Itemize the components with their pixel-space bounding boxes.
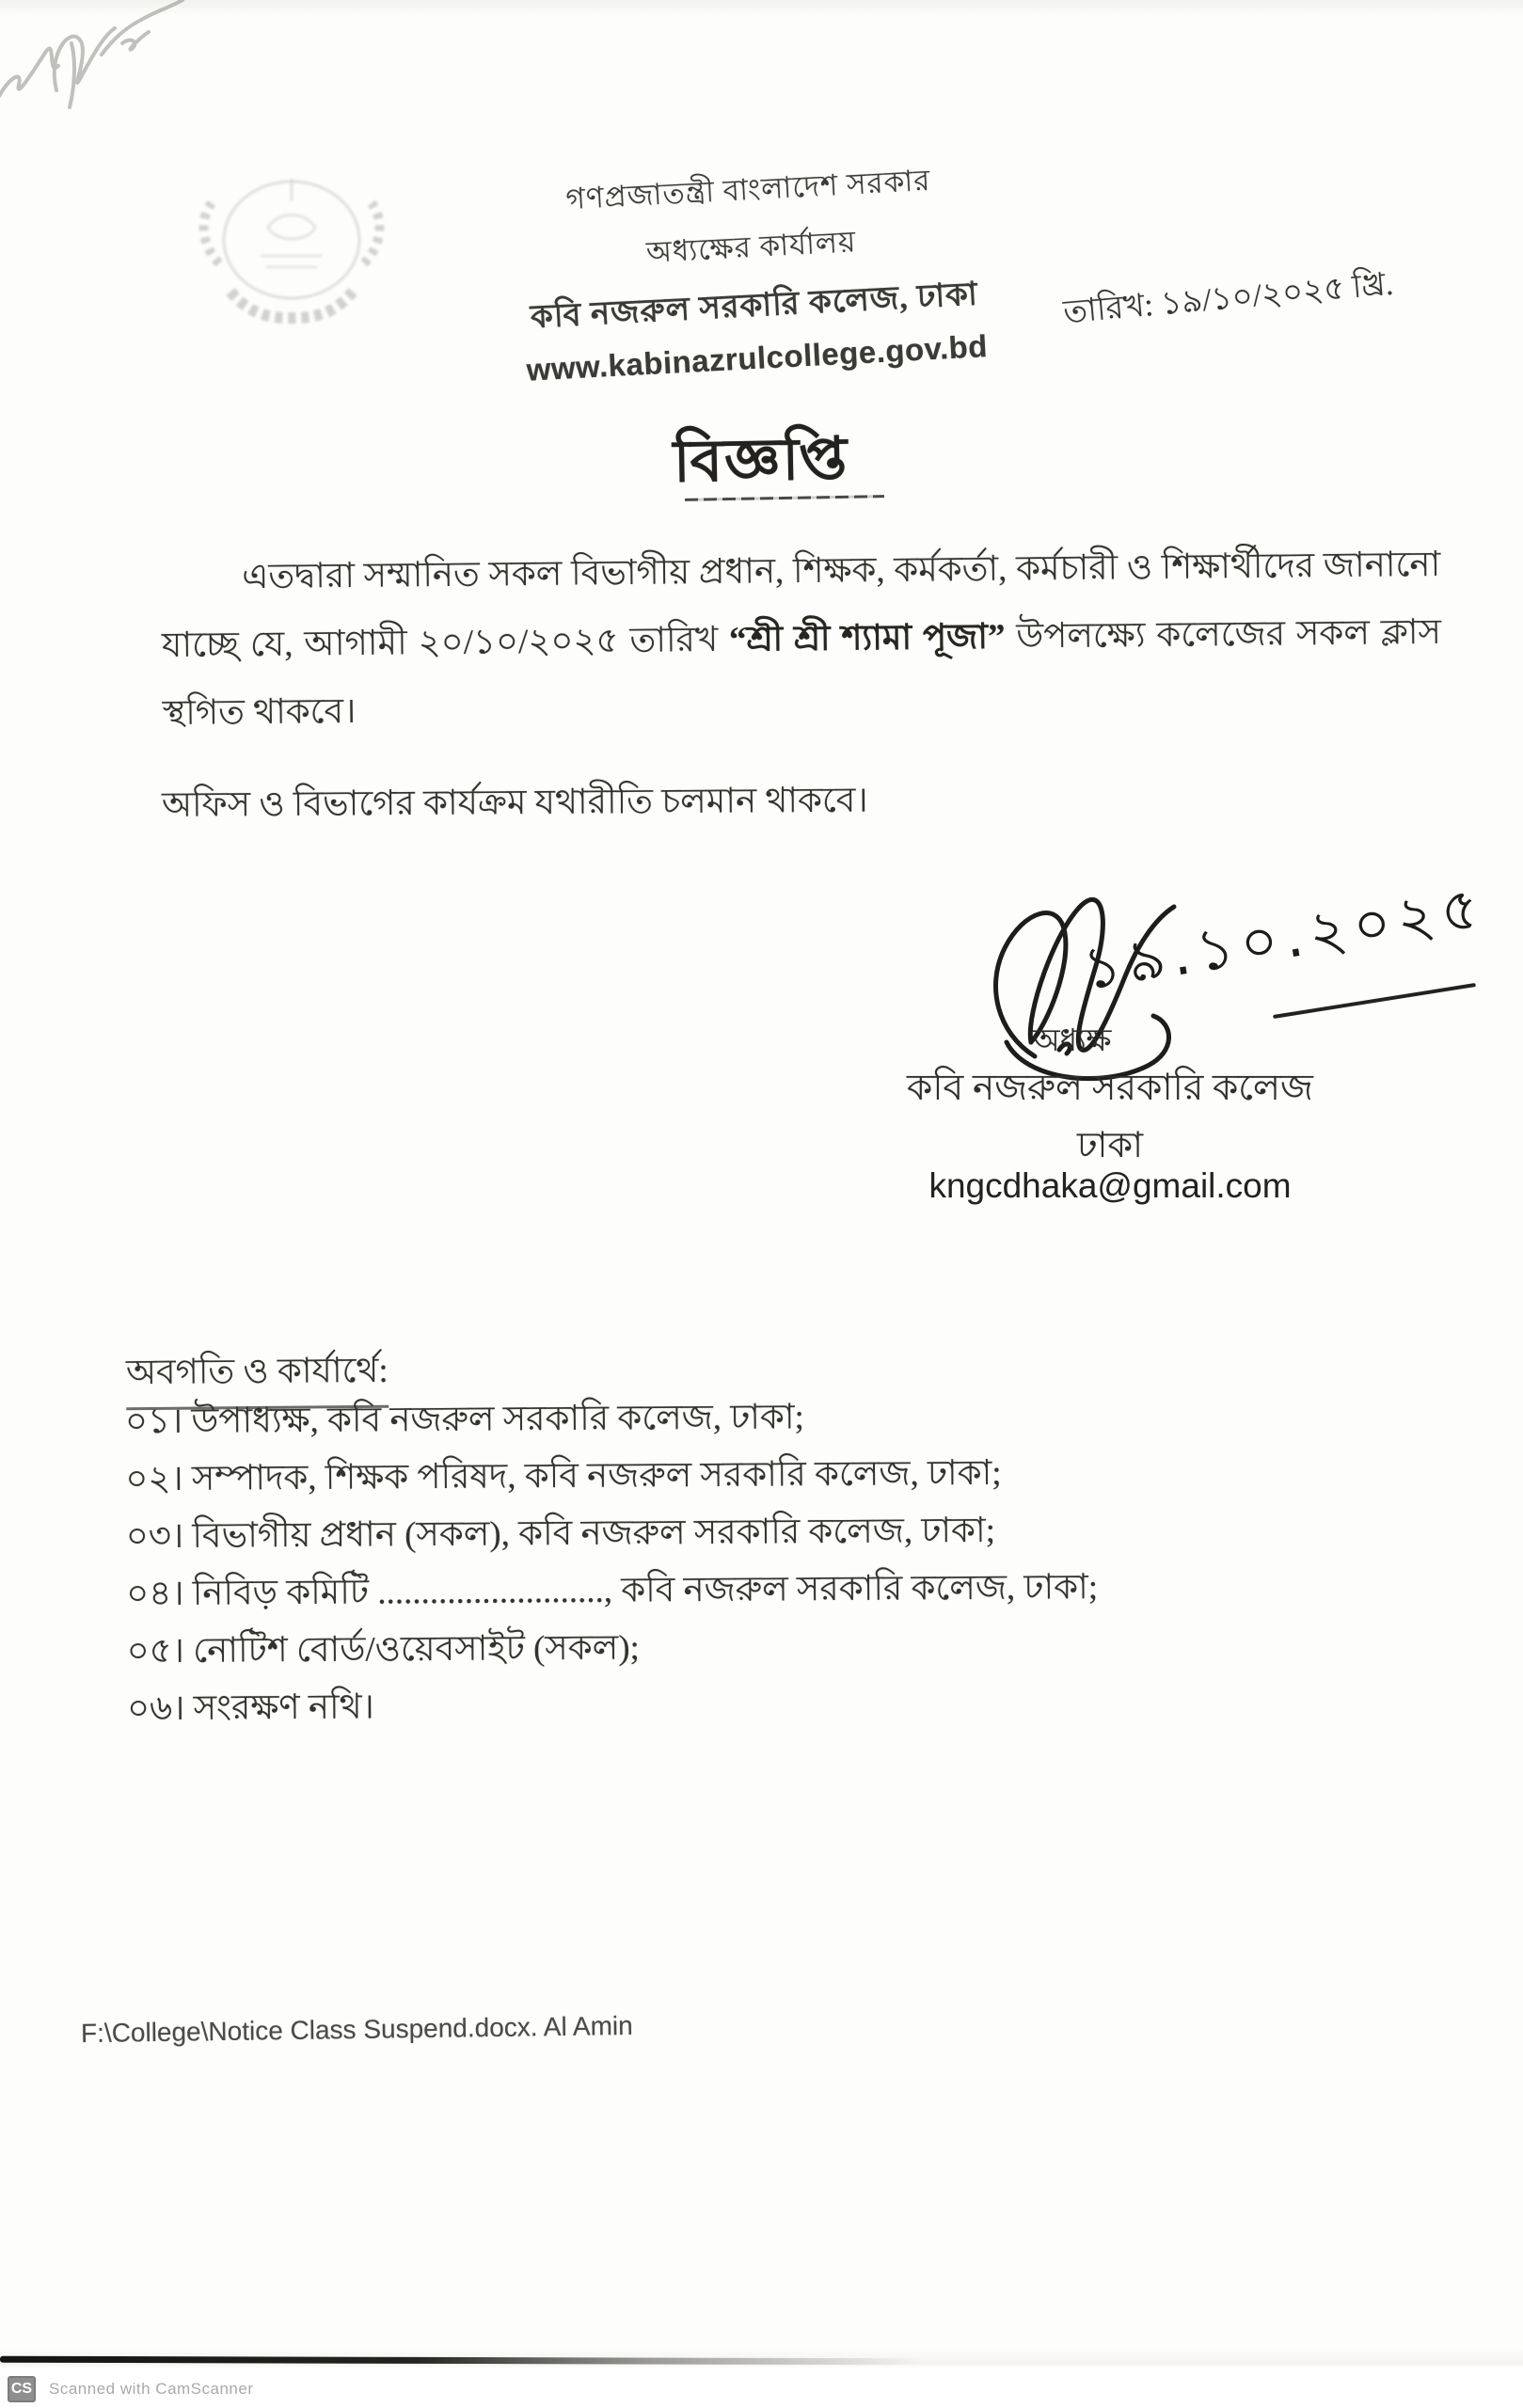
letterhead-government-line: গণপ্রজাতন্ত্রী বাংলাদেশ সরকার: [564, 163, 932, 216]
college-seal-logo: [174, 141, 409, 357]
scan-page-edge-line: [0, 2356, 922, 2366]
signatory-college: কবি নজরুল সরকারি কলেজ: [907, 1068, 1313, 1108]
notice-title: বিজ্ঞপ্তি: [673, 427, 850, 495]
body-occasion-bold: “শ্রী শ্রী শ্যামা পূজা”: [728, 617, 1006, 659]
distribution-list: [125, 1390, 1294, 1743]
camscanner-watermark-bar: [0, 2368, 1523, 2408]
distribution-heading: অবগতি ও কার্যার্থে:: [126, 1342, 389, 1410]
letterhead-college-line: কবি নজরুল সরকারি কলেজ, ঢাকা: [530, 277, 979, 336]
signatory-city: ঢাকা: [1076, 1126, 1144, 1165]
signatory-email: kngcdhaka@gmail.com: [928, 1166, 1292, 1205]
distribution-item-3: ০৩। বিভাগীয় প্রধান (সকল), কবি নজরুল সরকারি কলেজ, ঢাকা;: [125, 1511, 996, 1557]
camscanner-label: Scanned with CamScanner: [49, 2380, 254, 2398]
distribution-item-1: ০১। উপাধ্যক্ষ, কবি নজরুল সরকারি কলেজ, ঢাকা;: [124, 1398, 804, 1442]
camscanner-cs-icon: CS: [8, 2376, 36, 2402]
body-text-post: উপলক্ষ্যে কলেজের সকল ক্লাস স্থগিত থাকবে।: [162, 612, 1442, 734]
letterhead-website: www.kabinazrulcollege.gov.bd: [525, 328, 989, 388]
distribution-item-4: ০৪। নিবিড় কমিটি .........................., কবি নজরুল সরকারি কলেজ, ঢাকা;: [126, 1568, 1099, 1614]
letterhead: [484, 153, 1022, 389]
distribution-item-2: ০২। সম্পাদক, শিক্ষক পরিষদ, কবি নজরুল সরকারি কলেজ, ঢাকা;: [125, 1453, 1002, 1499]
file-path-footer: F:\College\Notice Class Suspend.docx. Al Amin: [80, 2010, 633, 2049]
notice-body-paragraph-2: অফিস ও বিভাগের কার্যক্রম যথারীতি চলমান থাকবে।: [161, 781, 868, 825]
letterhead-office-line: অধ্যক্ষের কার্যালয়: [645, 225, 858, 269]
body-text-pre: এতদ্বারা সম্মানিত সকল বিভাগীয় প্রধান, শিক্ষক, কর্মকর্তা, কর্মচারী ও শিক্ষার্থীদের জানানো যাচ্ছে যে, আগামী ২০/১০/২০২৫ তারিখ: [161, 545, 1441, 666]
signature-handwritten-date: ১৯.১০.২০২৫: [1078, 871, 1491, 1004]
notice-date: তারিখ: ১৯/১০/২০২৫ খ্রি.: [1062, 266, 1395, 331]
corner-pen-scribble: [0, 0, 207, 119]
distribution-item-6: ০৬। সংরক্ষণ নথি।: [126, 1687, 374, 1729]
distribution-item-5: ০৫। নোটিশ বোর্ড/ওয়েবসাইট (সকল);: [126, 1628, 640, 1671]
notice-body-paragraph-1: [161, 531, 1442, 748]
signatory-designation: অধ্যক্ষ: [1033, 1024, 1112, 1058]
